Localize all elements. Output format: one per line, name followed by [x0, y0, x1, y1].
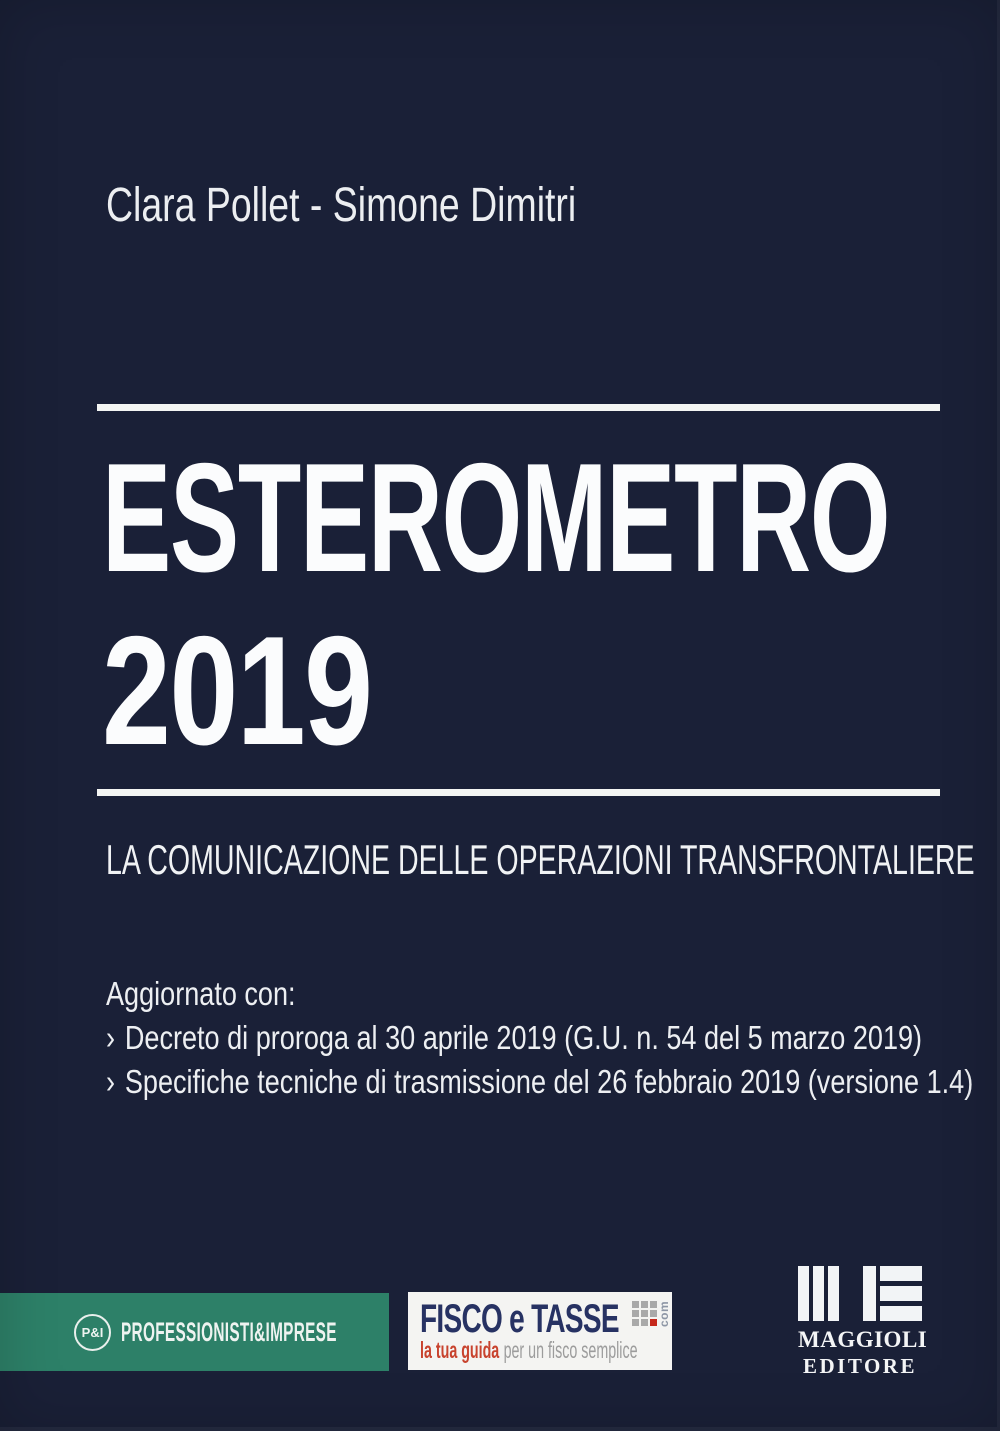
updates-item-text: Specifiche tecniche di trasmissione del 26 febbraio 2019 (versione 1.4) — [124, 1063, 974, 1100]
book-title-line2: 2019 — [102, 604, 372, 777]
updates-heading: Aggiornato con: — [106, 975, 296, 1012]
fisco-e-tasse-logo — [408, 1292, 672, 1370]
divider-bottom — [97, 789, 940, 796]
book-subtitle: LA COMUNICAZIONE DELLE OPERAZIONI TRANSFRONTALIERE — [106, 836, 975, 883]
fisco-tagline-highlight: la tua guida — [420, 1337, 500, 1363]
series-pi-badge-icon: P&I — [74, 1314, 111, 1351]
series-label: PROFESSIONISTI&IMPRESE — [121, 1316, 337, 1347]
divider-top — [97, 404, 940, 411]
updates-item-text: Decreto di proroga al 30 aprile 2019 (G.U. n. 54 del 5 marzo 2019) — [124, 1019, 923, 1056]
updates-item — [106, 1060, 973, 1104]
fisco-tagline — [420, 1337, 638, 1364]
fisco-brand-text: FISCO e TASSE — [420, 1297, 619, 1341]
book-title-line1: ESTEROMETRO — [102, 431, 890, 604]
maggioli-monogram-icon — [798, 1266, 922, 1321]
series-banner — [0, 1293, 389, 1371]
publisher-name: MAGGIOLI — [798, 1327, 928, 1352]
updates-item — [106, 1016, 973, 1060]
publisher-subname: EDITORE — [803, 1354, 917, 1378]
fisco-tagline-rest: per un fisco semplice — [503, 1337, 638, 1363]
bullet-chevron-icon: › — [106, 1019, 116, 1056]
updates-block — [106, 972, 973, 1104]
fisco-domain-text: com — [657, 1300, 671, 1327]
publisher-logo — [798, 1266, 928, 1379]
authors-line: Clara Pollet - Simone Dimitri — [106, 179, 577, 232]
bullet-chevron-icon: › — [106, 1063, 116, 1100]
fisco-grid-icon — [632, 1301, 657, 1326]
